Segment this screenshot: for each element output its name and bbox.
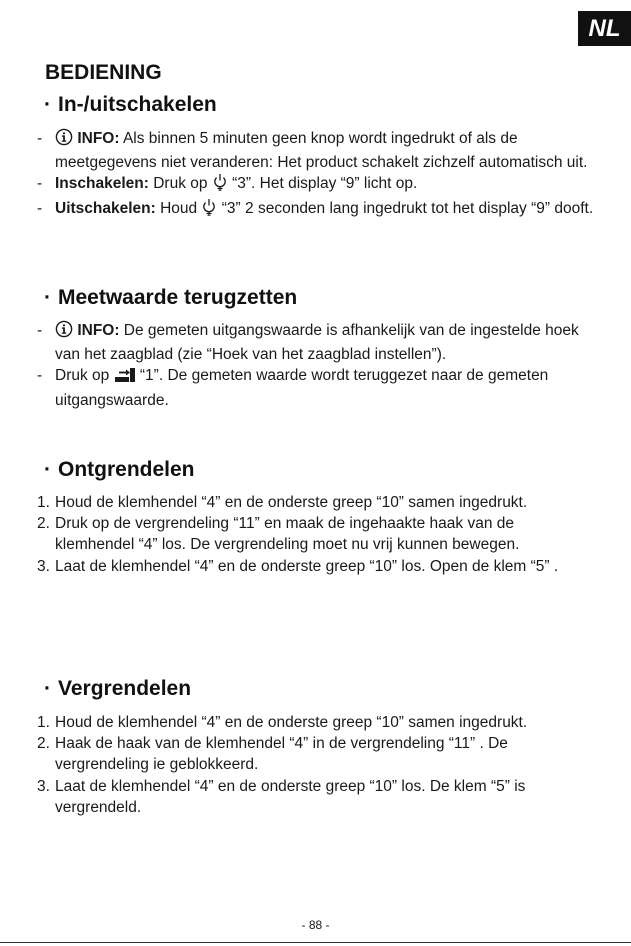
item-text-before: Houd [155,199,202,217]
item-text-after: “1”. De gemeten waarde wordt teruggezet naar de gemeten uitgangswaarde. [55,367,549,409]
list-text: Haak de haak van de klemhendel “4” in de vergrendeling “11” . De vergrendeling ie geblokkeerd. [55,735,508,774]
list-marker: - [37,130,43,147]
list-marker: 1. [37,714,50,731]
page-title: BEDIENING [45,61,162,84]
section-heading-text: Vergrendelen [58,677,192,700]
list-text [55,128,597,173]
section-heading-text: In-/uitschakelen [58,93,217,116]
power-button-icon [201,198,217,222]
list-marker: 3. [37,557,50,575]
list-text: Laat de klemhendel “4” en de onderste greep “10” los. Open de klem “5” . [55,557,559,575]
list-marker: - [37,322,43,339]
list-text [55,173,597,197]
list-item [37,556,597,577]
section-heading-text: Meetwaarde terugzetten [58,286,298,309]
list-text [55,365,597,410]
section-body-lock [37,712,597,818]
list-text: Laat de klemhendel “4” en de onderste greep “10” los. De klem “5” is vergrendeld. [55,777,526,816]
list-marker: - [37,199,43,217]
section-bullet: · [44,458,51,481]
list-item [37,513,597,555]
switch-off-label: Uitschakelen: [55,199,156,217]
footer-rule [0,942,631,943]
section-bullet: · [44,286,51,309]
language-badge: NL [578,11,631,46]
page-number: - 88 - [301,918,330,932]
list-item [37,492,597,513]
switch-on-label: Inschakelen: [55,175,149,193]
list-marker: 1. [37,494,50,511]
power-button-icon [212,173,228,197]
item-text-after: “3” 2 seconden lang ingedrukt tot het display “9” dooft. [217,199,594,217]
list-item [37,128,597,173]
list-marker: - [37,367,43,385]
list-item [37,776,597,818]
item-text: De gemeten uitgangswaarde is afhankelijk van de ingestelde hoek van het zaagblad (zie “Hoek van het zaagblad instellen”). [55,322,579,364]
item-text: Als binnen 5 minuten geen knop wordt ingedrukt of als de meetgegevens niet veranderen: Het product schakelt zichzelf automatisch uit. [55,130,588,172]
section-body-reset [37,320,597,411]
list-item [37,198,597,222]
list-text [55,198,597,222]
list-text: Druk op de vergrendeling “11” en maak de ingehaakte haak van de klemhendel “4” los. De vergrendeling moet nu vrij kunnen bewegen. [55,515,520,554]
reset-to-zero-icon [114,367,136,389]
list-item [37,320,597,365]
section-heading-lock [44,676,191,702]
list-item [37,173,597,197]
section-body-power [37,128,597,222]
list-item [37,733,597,775]
info-label: INFO: [77,130,120,147]
section-bullet: · [44,93,51,116]
section-heading-unlock [44,457,195,483]
list-text: Houd de klemhendel “4” en de onderste greep “10” samen ingedrukt. [55,494,528,511]
info-circle-icon [55,128,73,152]
list-marker: 3. [37,777,50,795]
item-text-before: Druk op [55,367,114,385]
list-marker: 2. [37,735,50,753]
section-heading-reset [44,285,297,311]
item-text-after: “3”. Het display “9” licht op. [227,175,418,193]
list-marker: - [37,175,43,193]
section-heading-power [44,92,217,118]
section-body-unlock [37,492,597,577]
list-marker: 2. [37,515,50,533]
section-bullet: · [44,677,51,700]
list-text: Houd de klemhendel “4” en de onderste greep “10” samen ingedrukt. [55,714,528,731]
info-label: INFO: [77,322,120,339]
list-item [37,365,597,410]
item-text-before: Druk op [148,175,212,193]
section-heading-text: Ontgrendelen [58,458,195,481]
info-circle-icon [55,320,73,344]
list-text [55,320,597,365]
list-item [37,712,597,733]
